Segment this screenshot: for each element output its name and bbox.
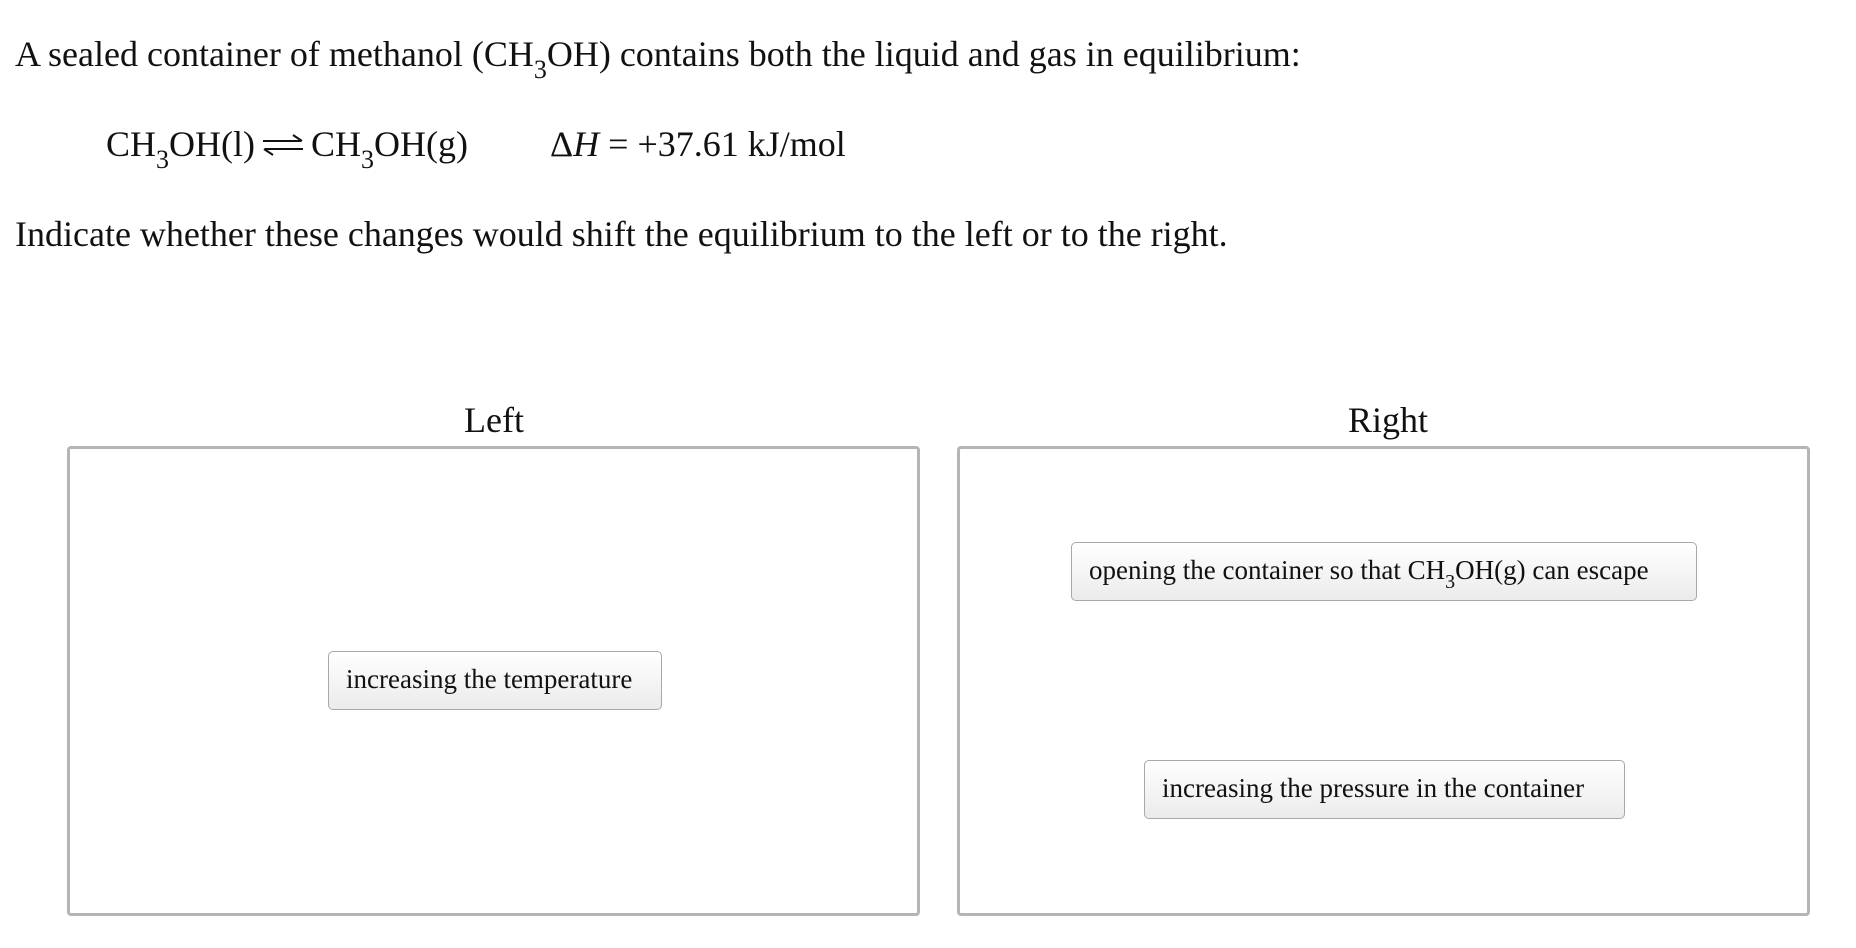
- question-intro: [15, 32, 1301, 84]
- intro-text-end: OH) contains both the liquid and gas in equilibrium:: [546, 34, 1301, 74]
- chip-label-subscript: 3: [1445, 571, 1456, 593]
- chip-label-start: opening the container so that CH: [1089, 555, 1446, 585]
- equilibrium-arrow-icon: [261, 133, 305, 157]
- question-instruction: Indicate whether these changes would shift the equilibrium to the left or to the right.: [15, 214, 1228, 254]
- equilibrium-equation: [106, 122, 846, 174]
- enthalpy-variable: H: [573, 124, 600, 164]
- product-state: OH(g): [374, 124, 468, 164]
- right-bin-label: Right: [1347, 400, 1428, 440]
- chip-label: increasing the pressure in the container: [1162, 773, 1585, 803]
- intro-subscript: 3: [533, 55, 547, 84]
- enthalpy-value: = +37.61 kJ/mol: [599, 124, 846, 164]
- answer-chip-increasing-pressure[interactable]: [1144, 760, 1625, 819]
- delta-symbol: Δ: [550, 124, 574, 164]
- product-formula: CH: [311, 124, 362, 164]
- answer-chip-increasing-temperature[interactable]: [328, 651, 662, 710]
- left-bin-label: Left: [464, 400, 524, 440]
- chip-label-end: OH(g) can escape: [1455, 555, 1649, 585]
- chip-label: increasing the temperature: [346, 664, 633, 694]
- reactant-subscript: 3: [156, 145, 170, 174]
- answer-chip-opening-container[interactable]: [1071, 542, 1697, 601]
- reactant-formula: CH: [106, 124, 157, 164]
- intro-text-start: A sealed container of methanol (CH: [15, 34, 534, 74]
- right-drop-zone[interactable]: [957, 446, 1810, 916]
- reactant-state: OH(l): [169, 124, 255, 164]
- product-subscript: 3: [361, 145, 375, 174]
